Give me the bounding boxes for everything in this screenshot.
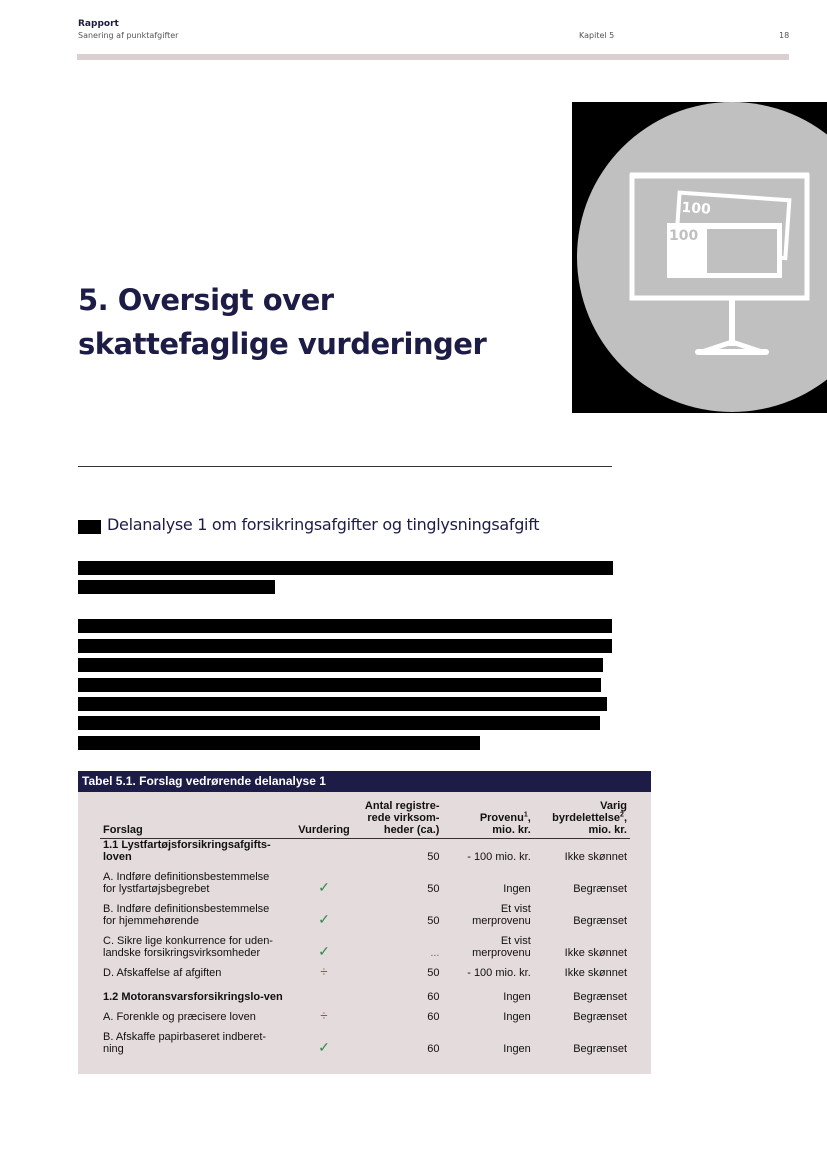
chapter-illustration <box>572 102 827 413</box>
cell-forslag: 1.2 Motoransvarsforsikringslo-ven <box>103 991 283 1003</box>
section-title: Delanalyse 1 om forsikringsafgifter og tinglysningsafgift <box>107 515 540 534</box>
footnote-ref-1: 1 <box>523 811 528 819</box>
cell-provenu: Ingen <box>503 1043 531 1055</box>
table-row <box>100 1023 630 1055</box>
cell-forslag: A. Forenkle og præcisere loven <box>103 1011 256 1023</box>
header-rule <box>77 54 789 60</box>
byrde-unit: mio. kr. <box>588 824 627 836</box>
cell-forslag: B. Afskaffe papirbaseret indberet-ning <box>103 1031 267 1055</box>
table-caption: Tabel 5.1. Forslag vedrørende delanalyse 1 <box>78 771 651 792</box>
cell-antal: 50 <box>427 967 440 979</box>
col-header-forslag: Forslag <box>100 800 288 839</box>
redacted-line <box>78 619 612 633</box>
redacted-section-number <box>78 520 101 534</box>
cell-antal: 50 <box>427 915 440 927</box>
cell-provenu: Ingen <box>503 883 531 895</box>
cell-byrde: Begrænset <box>573 1043 627 1055</box>
table-header-row <box>100 800 630 839</box>
cell-provenu: Et vist merprovenu <box>472 935 531 959</box>
cell-forslag: D. Afskaffelse af afgiften <box>103 967 222 979</box>
cell-vurdering <box>288 863 360 895</box>
table-row <box>100 895 630 927</box>
check-icon: ✓ <box>318 911 330 927</box>
table-row <box>100 1003 630 1023</box>
cell-forslag: C. Sikre lige konkurrence for uden-landske forsikringsvirksomheder <box>103 935 273 959</box>
redacted-line <box>78 716 600 730</box>
cell-provenu: Et vist merprovenu <box>472 903 531 927</box>
cell-byrde: Ikke skønnet <box>564 851 627 863</box>
cell-antal: 50 <box>427 883 440 895</box>
cell-antal: ... <box>430 947 440 959</box>
cell-antal: 60 <box>427 1011 440 1023</box>
byrde-label: Varig byrdelettelse <box>552 800 627 824</box>
cell-vurdering <box>288 1003 360 1023</box>
header-chapter: Kapitel 5 <box>579 31 615 40</box>
footnote-ref-2: 2 <box>620 811 624 819</box>
cell-provenu: Ingen <box>503 1011 531 1023</box>
cell-provenu: - 100 mio. kr. <box>467 851 531 863</box>
chapter-title: 5. Oversigt over skattefaglige vurderinger <box>78 283 487 361</box>
provenu-label: Provenu <box>479 812 524 824</box>
check-icon: ✓ <box>318 879 330 895</box>
check-icon: ✓ <box>318 943 330 959</box>
redacted-line <box>78 580 275 594</box>
header-brand: Rapport <box>78 19 119 29</box>
provenu-unit: mio. kr. <box>492 824 531 836</box>
cell-provenu: - 100 mio. kr. <box>467 967 531 979</box>
col-header-byrde: Varig byrdelettelse$^2$, mio. kr. <box>534 800 630 839</box>
cell-byrde: Ikke skønnet <box>564 967 627 979</box>
col-header-vurdering: Vurdering <box>288 800 360 839</box>
cell-forslag: A. Indføre definitionsbestemmelse for lystfartøjsbegrebet <box>103 871 270 895</box>
minus-icon: ÷ <box>320 1008 328 1023</box>
redacted-line <box>78 736 480 750</box>
col-header-provenu: Provenu$^1$, mio. kr. <box>442 800 533 839</box>
redacted-line <box>78 639 612 653</box>
table-row <box>100 927 630 959</box>
check-icon: ✓ <box>318 1039 330 1055</box>
redacted-line <box>78 697 607 711</box>
cell-vurdering <box>288 839 360 864</box>
page-number: 18 <box>779 31 790 40</box>
cell-byrde: Begrænset <box>573 883 627 895</box>
banknote-label-2: 100 <box>669 228 699 244</box>
cell-byrde: Begrænset <box>573 991 627 1003</box>
minus-icon: ÷ <box>320 964 328 979</box>
cell-byrde: Begrænset <box>573 1011 627 1023</box>
cell-byrde: Ikke skønnet <box>564 947 627 959</box>
cell-antal: 60 <box>427 1043 440 1055</box>
cell-antal: 60 <box>427 991 440 1003</box>
redacted-line <box>78 678 601 692</box>
presentation-board-icon <box>572 102 827 413</box>
col-header-antal: Antal registre-rede virksom-heder (ca.) <box>360 800 442 839</box>
cell-forslag: B. Indføre definitionsbestemmelse for hjemmehørende <box>103 903 270 927</box>
cell-vurdering <box>288 927 360 959</box>
table-row <box>100 959 630 979</box>
banknote-icon-front <box>667 223 782 278</box>
cell-antal: 50 <box>427 851 440 863</box>
cell-forslag: 1.1 Lystfartøjsforsikringsafgifts-loven <box>103 839 271 863</box>
table-row <box>100 979 630 1003</box>
cell-vurdering <box>288 895 360 927</box>
redacted-line <box>78 561 613 575</box>
banknote-label-1: 100 <box>681 199 712 218</box>
header-subtitle: Sanering af punktafgifter <box>78 31 179 40</box>
table-row <box>100 863 630 895</box>
cell-vurdering <box>288 1023 360 1055</box>
cell-provenu: Ingen <box>503 991 531 1003</box>
cell-byrde: Begrænset <box>573 915 627 927</box>
redacted-line <box>78 658 603 672</box>
proposal-table <box>78 792 651 1074</box>
table-row <box>100 839 630 864</box>
cell-vurdering <box>288 979 360 1003</box>
title-divider <box>78 466 612 467</box>
cell-vurdering <box>288 959 360 979</box>
